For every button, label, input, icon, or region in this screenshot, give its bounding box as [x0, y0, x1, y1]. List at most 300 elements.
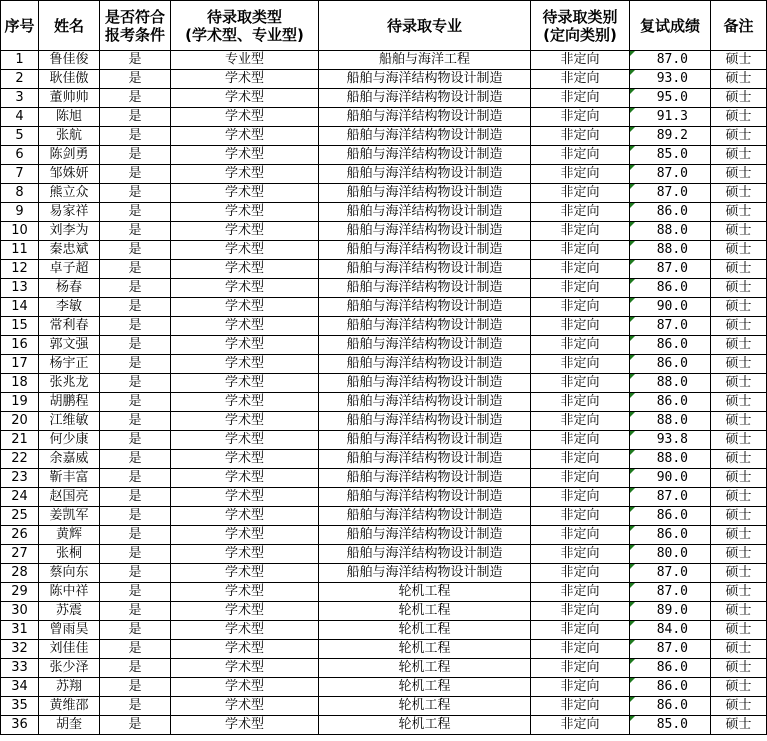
cell-score: 87.0 — [630, 184, 711, 203]
cell-type: 学术型 — [171, 450, 319, 469]
cell-score: 86.0 — [630, 393, 711, 412]
cell-eligible: 是 — [100, 412, 171, 431]
cell-name: 耿佳傲 — [39, 70, 100, 89]
cell-major: 船舶与海洋结构物设计制造 — [319, 241, 531, 260]
table-row — [1, 146, 767, 165]
table-row — [1, 203, 767, 222]
cell-major: 船舶与海洋工程 — [319, 51, 531, 70]
cell-note: 硕士 — [711, 659, 767, 678]
cell-score: 91.3 — [630, 108, 711, 127]
cell-major: 轮机工程 — [319, 716, 531, 735]
cell-seq: 3 — [1, 89, 39, 108]
table-row — [1, 70, 767, 89]
cell-type: 学术型 — [171, 374, 319, 393]
cell-note: 硕士 — [711, 336, 767, 355]
cell-eligible: 是 — [100, 526, 171, 545]
cell-type: 学术型 — [171, 659, 319, 678]
cell-category: 非定向 — [531, 545, 630, 564]
cell-name: 张少泽 — [39, 659, 100, 678]
header-category-line1: 待录取类别 — [542, 7, 618, 26]
cell-type: 学术型 — [171, 412, 319, 431]
cell-score: 87.0 — [630, 165, 711, 184]
cell-seq: 4 — [1, 108, 39, 127]
cell-seq: 35 — [1, 697, 39, 716]
cell-score: 88.0 — [630, 222, 711, 241]
table-row — [1, 317, 767, 336]
cell-category: 非定向 — [531, 279, 630, 298]
cell-major: 船舶与海洋结构物设计制造 — [319, 165, 531, 184]
cell-score: 85.0 — [630, 146, 711, 165]
table-row — [1, 450, 767, 469]
table-row — [1, 545, 767, 564]
cell-seq: 17 — [1, 355, 39, 374]
cell-type: 学术型 — [171, 640, 319, 659]
cell-major: 船舶与海洋结构物设计制造 — [319, 526, 531, 545]
cell-type: 学术型 — [171, 70, 319, 89]
cell-type: 学术型 — [171, 108, 319, 127]
cell-note: 硕士 — [711, 640, 767, 659]
cell-name: 曾雨昊 — [39, 621, 100, 640]
cell-type: 学术型 — [171, 241, 319, 260]
cell-eligible: 是 — [100, 51, 171, 70]
cell-name: 熊立众 — [39, 184, 100, 203]
cell-major: 船舶与海洋结构物设计制造 — [319, 108, 531, 127]
cell-category: 非定向 — [531, 716, 630, 735]
cell-major: 船舶与海洋结构物设计制造 — [319, 336, 531, 355]
cell-note: 硕士 — [711, 583, 767, 602]
cell-type: 学术型 — [171, 279, 319, 298]
cell-seq: 14 — [1, 298, 39, 317]
cell-seq: 2 — [1, 70, 39, 89]
cell-name: 刘李为 — [39, 222, 100, 241]
cell-eligible: 是 — [100, 317, 171, 336]
table-row — [1, 526, 767, 545]
cell-score: 86.0 — [630, 336, 711, 355]
cell-note: 硕士 — [711, 108, 767, 127]
cell-category: 非定向 — [531, 89, 630, 108]
cell-category: 非定向 — [531, 127, 630, 146]
header-note: 备注 — [711, 1, 767, 51]
cell-eligible: 是 — [100, 431, 171, 450]
cell-seq: 31 — [1, 621, 39, 640]
table-row — [1, 51, 767, 70]
cell-category: 非定向 — [531, 374, 630, 393]
cell-category: 非定向 — [531, 146, 630, 165]
cell-note: 硕士 — [711, 431, 767, 450]
table-row — [1, 165, 767, 184]
cell-type: 学术型 — [171, 545, 319, 564]
table-row — [1, 602, 767, 621]
cell-name: 余嘉威 — [39, 450, 100, 469]
cell-major: 船舶与海洋结构物设计制造 — [319, 127, 531, 146]
cell-type: 学术型 — [171, 564, 319, 583]
cell-type: 学术型 — [171, 336, 319, 355]
cell-seq: 23 — [1, 469, 39, 488]
cell-category: 非定向 — [531, 108, 630, 127]
cell-score: 88.0 — [630, 412, 711, 431]
cell-score: 86.0 — [630, 697, 711, 716]
cell-type: 学术型 — [171, 431, 319, 450]
cell-eligible: 是 — [100, 564, 171, 583]
table-row — [1, 716, 767, 735]
cell-category: 非定向 — [531, 431, 630, 450]
cell-score: 87.0 — [630, 260, 711, 279]
cell-seq: 5 — [1, 127, 39, 146]
table-row — [1, 298, 767, 317]
cell-name: 苏震 — [39, 602, 100, 621]
cell-category: 非定向 — [531, 222, 630, 241]
cell-major: 船舶与海洋结构物设计制造 — [319, 469, 531, 488]
cell-category: 非定向 — [531, 355, 630, 374]
cell-category: 非定向 — [531, 260, 630, 279]
cell-eligible: 是 — [100, 640, 171, 659]
cell-category: 非定向 — [531, 564, 630, 583]
cell-type: 学术型 — [171, 127, 319, 146]
cell-type: 学术型 — [171, 602, 319, 621]
cell-eligible: 是 — [100, 127, 171, 146]
header-type — [171, 1, 319, 51]
cell-name: 姜凯军 — [39, 507, 100, 526]
cell-eligible: 是 — [100, 469, 171, 488]
cell-name: 苏翔 — [39, 678, 100, 697]
cell-score: 87.0 — [630, 583, 711, 602]
cell-note: 硕士 — [711, 488, 767, 507]
cell-category: 非定向 — [531, 488, 630, 507]
cell-note: 硕士 — [711, 298, 767, 317]
cell-major: 船舶与海洋结构物设计制造 — [319, 564, 531, 583]
cell-seq: 29 — [1, 583, 39, 602]
cell-seq: 9 — [1, 203, 39, 222]
cell-eligible: 是 — [100, 393, 171, 412]
cell-note: 硕士 — [711, 89, 767, 108]
cell-note: 硕士 — [711, 564, 767, 583]
cell-category: 非定向 — [531, 165, 630, 184]
cell-major: 轮机工程 — [319, 659, 531, 678]
cell-major: 轮机工程 — [319, 678, 531, 697]
table-row — [1, 488, 767, 507]
cell-major: 轮机工程 — [319, 621, 531, 640]
cell-seq: 21 — [1, 431, 39, 450]
cell-type: 学术型 — [171, 89, 319, 108]
table-row — [1, 564, 767, 583]
cell-eligible: 是 — [100, 108, 171, 127]
cell-note: 硕士 — [711, 697, 767, 716]
cell-eligible: 是 — [100, 621, 171, 640]
cell-eligible: 是 — [100, 241, 171, 260]
cell-major: 船舶与海洋结构物设计制造 — [319, 431, 531, 450]
cell-category: 非定向 — [531, 526, 630, 545]
cell-name: 鲁佳俊 — [39, 51, 100, 70]
cell-category: 非定向 — [531, 469, 630, 488]
header-seq: 序号 — [1, 1, 39, 51]
cell-score: 84.0 — [630, 621, 711, 640]
cell-type: 学术型 — [171, 298, 319, 317]
cell-name: 刘佳佳 — [39, 640, 100, 659]
cell-name: 何少康 — [39, 431, 100, 450]
cell-note: 硕士 — [711, 469, 767, 488]
cell-name: 靳丰富 — [39, 469, 100, 488]
cell-type: 学术型 — [171, 488, 319, 507]
cell-category: 非定向 — [531, 317, 630, 336]
cell-major: 船舶与海洋结构物设计制造 — [319, 393, 531, 412]
cell-major: 船舶与海洋结构物设计制造 — [319, 412, 531, 431]
cell-type: 学术型 — [171, 678, 319, 697]
cell-note: 硕士 — [711, 621, 767, 640]
cell-seq: 33 — [1, 659, 39, 678]
cell-type: 学术型 — [171, 621, 319, 640]
cell-note: 硕士 — [711, 241, 767, 260]
cell-category: 非定向 — [531, 241, 630, 260]
cell-major: 船舶与海洋结构物设计制造 — [319, 355, 531, 374]
cell-note: 硕士 — [711, 51, 767, 70]
cell-eligible: 是 — [100, 355, 171, 374]
cell-seq: 8 — [1, 184, 39, 203]
table-row — [1, 241, 767, 260]
cell-category: 非定向 — [531, 583, 630, 602]
cell-type: 学术型 — [171, 165, 319, 184]
cell-major: 船舶与海洋结构物设计制造 — [319, 70, 531, 89]
cell-type: 学术型 — [171, 146, 319, 165]
cell-category: 非定向 — [531, 393, 630, 412]
cell-eligible: 是 — [100, 165, 171, 184]
cell-name: 陈旭 — [39, 108, 100, 127]
cell-name: 董帅帅 — [39, 89, 100, 108]
cell-score: 87.0 — [630, 488, 711, 507]
cell-seq: 22 — [1, 450, 39, 469]
cell-major: 船舶与海洋结构物设计制造 — [319, 184, 531, 203]
cell-score: 87.0 — [630, 640, 711, 659]
cell-name: 张桐 — [39, 545, 100, 564]
cell-category: 非定向 — [531, 336, 630, 355]
cell-type: 学术型 — [171, 260, 319, 279]
cell-eligible: 是 — [100, 507, 171, 526]
table-row — [1, 678, 767, 697]
table-row — [1, 279, 767, 298]
table-row — [1, 260, 767, 279]
cell-note: 硕士 — [711, 678, 767, 697]
cell-note: 硕士 — [711, 222, 767, 241]
header-row — [1, 1, 767, 51]
cell-type: 学术型 — [171, 184, 319, 203]
cell-name: 邹姝妍 — [39, 165, 100, 184]
cell-seq: 24 — [1, 488, 39, 507]
table-row — [1, 621, 767, 640]
cell-type: 学术型 — [171, 393, 319, 412]
cell-note: 硕士 — [711, 184, 767, 203]
cell-name: 蔡向东 — [39, 564, 100, 583]
cell-eligible: 是 — [100, 279, 171, 298]
cell-type: 学术型 — [171, 583, 319, 602]
cell-seq: 25 — [1, 507, 39, 526]
cell-major: 轮机工程 — [319, 602, 531, 621]
cell-name: 郭文强 — [39, 336, 100, 355]
cell-seq: 26 — [1, 526, 39, 545]
header-type-line2: (学术型、专业型) — [185, 25, 304, 44]
table-row — [1, 222, 767, 241]
cell-name: 杨春 — [39, 279, 100, 298]
cell-score: 86.0 — [630, 355, 711, 374]
cell-score: 86.0 — [630, 203, 711, 222]
header-category-line2: (定向类别) — [543, 25, 617, 44]
cell-note: 硕士 — [711, 412, 767, 431]
cell-name: 张兆龙 — [39, 374, 100, 393]
cell-type: 学术型 — [171, 355, 319, 374]
cell-name: 陈中祥 — [39, 583, 100, 602]
table-row — [1, 374, 767, 393]
cell-name: 黄辉 — [39, 526, 100, 545]
cell-eligible: 是 — [100, 222, 171, 241]
cell-major: 船舶与海洋结构物设计制造 — [319, 317, 531, 336]
cell-score: 89.0 — [630, 602, 711, 621]
header-eligible — [100, 1, 171, 51]
cell-seq: 28 — [1, 564, 39, 583]
cell-category: 非定向 — [531, 70, 630, 89]
cell-category: 非定向 — [531, 507, 630, 526]
cell-category: 非定向 — [531, 412, 630, 431]
cell-score: 90.0 — [630, 298, 711, 317]
cell-major: 船舶与海洋结构物设计制造 — [319, 222, 531, 241]
cell-major: 船舶与海洋结构物设计制造 — [319, 203, 531, 222]
header-eligible-line2: 报考条件 — [104, 25, 165, 44]
cell-category: 非定向 — [531, 697, 630, 716]
cell-type: 专业型 — [171, 51, 319, 70]
table-row — [1, 336, 767, 355]
cell-note: 硕士 — [711, 203, 767, 222]
cell-seq: 36 — [1, 716, 39, 735]
cell-score: 86.0 — [630, 507, 711, 526]
cell-eligible: 是 — [100, 488, 171, 507]
header-category — [531, 1, 630, 51]
cell-category: 非定向 — [531, 450, 630, 469]
cell-major: 轮机工程 — [319, 583, 531, 602]
cell-seq: 18 — [1, 374, 39, 393]
header-major: 待录取专业 — [319, 1, 531, 51]
cell-seq: 10 — [1, 222, 39, 241]
cell-score: 86.0 — [630, 279, 711, 298]
table-row — [1, 355, 767, 374]
cell-score: 86.0 — [630, 526, 711, 545]
cell-major: 轮机工程 — [319, 640, 531, 659]
cell-major: 船舶与海洋结构物设计制造 — [319, 545, 531, 564]
cell-seq: 12 — [1, 260, 39, 279]
table-row — [1, 507, 767, 526]
cell-name: 常利春 — [39, 317, 100, 336]
header-eligible-line1: 是否符合 — [104, 7, 165, 26]
header-name: 姓名 — [39, 1, 100, 51]
cell-seq: 7 — [1, 165, 39, 184]
cell-note: 硕士 — [711, 146, 767, 165]
cell-score: 88.0 — [630, 241, 711, 260]
cell-note: 硕士 — [711, 393, 767, 412]
table-row — [1, 412, 767, 431]
cell-type: 学术型 — [171, 222, 319, 241]
table-row — [1, 184, 767, 203]
cell-category: 非定向 — [531, 298, 630, 317]
cell-score: 95.0 — [630, 89, 711, 108]
cell-category: 非定向 — [531, 659, 630, 678]
cell-seq: 11 — [1, 241, 39, 260]
cell-major: 船舶与海洋结构物设计制造 — [319, 507, 531, 526]
cell-note: 硕士 — [711, 165, 767, 184]
cell-major: 船舶与海洋结构物设计制造 — [319, 89, 531, 108]
cell-category: 非定向 — [531, 678, 630, 697]
cell-eligible: 是 — [100, 260, 171, 279]
cell-category: 非定向 — [531, 640, 630, 659]
cell-major: 船舶与海洋结构物设计制造 — [319, 488, 531, 507]
cell-score: 87.0 — [630, 51, 711, 70]
cell-major: 船舶与海洋结构物设计制造 — [319, 146, 531, 165]
table-row — [1, 393, 767, 412]
cell-note: 硕士 — [711, 716, 767, 735]
table-row — [1, 640, 767, 659]
cell-score: 93.0 — [630, 70, 711, 89]
table-body — [1, 51, 767, 735]
cell-seq: 27 — [1, 545, 39, 564]
cell-score: 89.2 — [630, 127, 711, 146]
cell-category: 非定向 — [531, 602, 630, 621]
cell-score: 85.0 — [630, 716, 711, 735]
cell-score: 86.0 — [630, 678, 711, 697]
cell-note: 硕士 — [711, 279, 767, 298]
cell-seq: 32 — [1, 640, 39, 659]
cell-eligible: 是 — [100, 70, 171, 89]
cell-category: 非定向 — [531, 51, 630, 70]
table-row — [1, 89, 767, 108]
cell-major: 轮机工程 — [319, 697, 531, 716]
header-type-line1: 待录取类型 — [206, 7, 282, 26]
cell-score: 88.0 — [630, 374, 711, 393]
cell-eligible: 是 — [100, 697, 171, 716]
cell-note: 硕士 — [711, 545, 767, 564]
cell-name: 江维敏 — [39, 412, 100, 431]
cell-eligible: 是 — [100, 583, 171, 602]
cell-eligible: 是 — [100, 184, 171, 203]
cell-score: 80.0 — [630, 545, 711, 564]
cell-name: 胡鹏程 — [39, 393, 100, 412]
cell-name: 杨宇正 — [39, 355, 100, 374]
cell-type: 学术型 — [171, 526, 319, 545]
cell-type: 学术型 — [171, 317, 319, 336]
cell-note: 硕士 — [711, 260, 767, 279]
cell-eligible: 是 — [100, 374, 171, 393]
cell-name: 秦忠斌 — [39, 241, 100, 260]
cell-score: 88.0 — [630, 450, 711, 469]
cell-category: 非定向 — [531, 621, 630, 640]
cell-major: 船舶与海洋结构物设计制造 — [319, 260, 531, 279]
table-row — [1, 431, 767, 450]
cell-name: 黄维邵 — [39, 697, 100, 716]
cell-seq: 15 — [1, 317, 39, 336]
cell-name: 赵国亮 — [39, 488, 100, 507]
table-row — [1, 697, 767, 716]
cell-seq: 1 — [1, 51, 39, 70]
cell-type: 学术型 — [171, 716, 319, 735]
table-row — [1, 659, 767, 678]
cell-major: 船舶与海洋结构物设计制造 — [319, 298, 531, 317]
cell-score: 93.8 — [630, 431, 711, 450]
cell-seq: 16 — [1, 336, 39, 355]
cell-note: 硕士 — [711, 526, 767, 545]
cell-eligible: 是 — [100, 678, 171, 697]
table-row — [1, 108, 767, 127]
cell-score: 87.0 — [630, 317, 711, 336]
cell-type: 学术型 — [171, 469, 319, 488]
cell-name: 张航 — [39, 127, 100, 146]
cell-type: 学术型 — [171, 697, 319, 716]
cell-seq: 34 — [1, 678, 39, 697]
cell-major: 船舶与海洋结构物设计制造 — [319, 374, 531, 393]
table-row — [1, 583, 767, 602]
